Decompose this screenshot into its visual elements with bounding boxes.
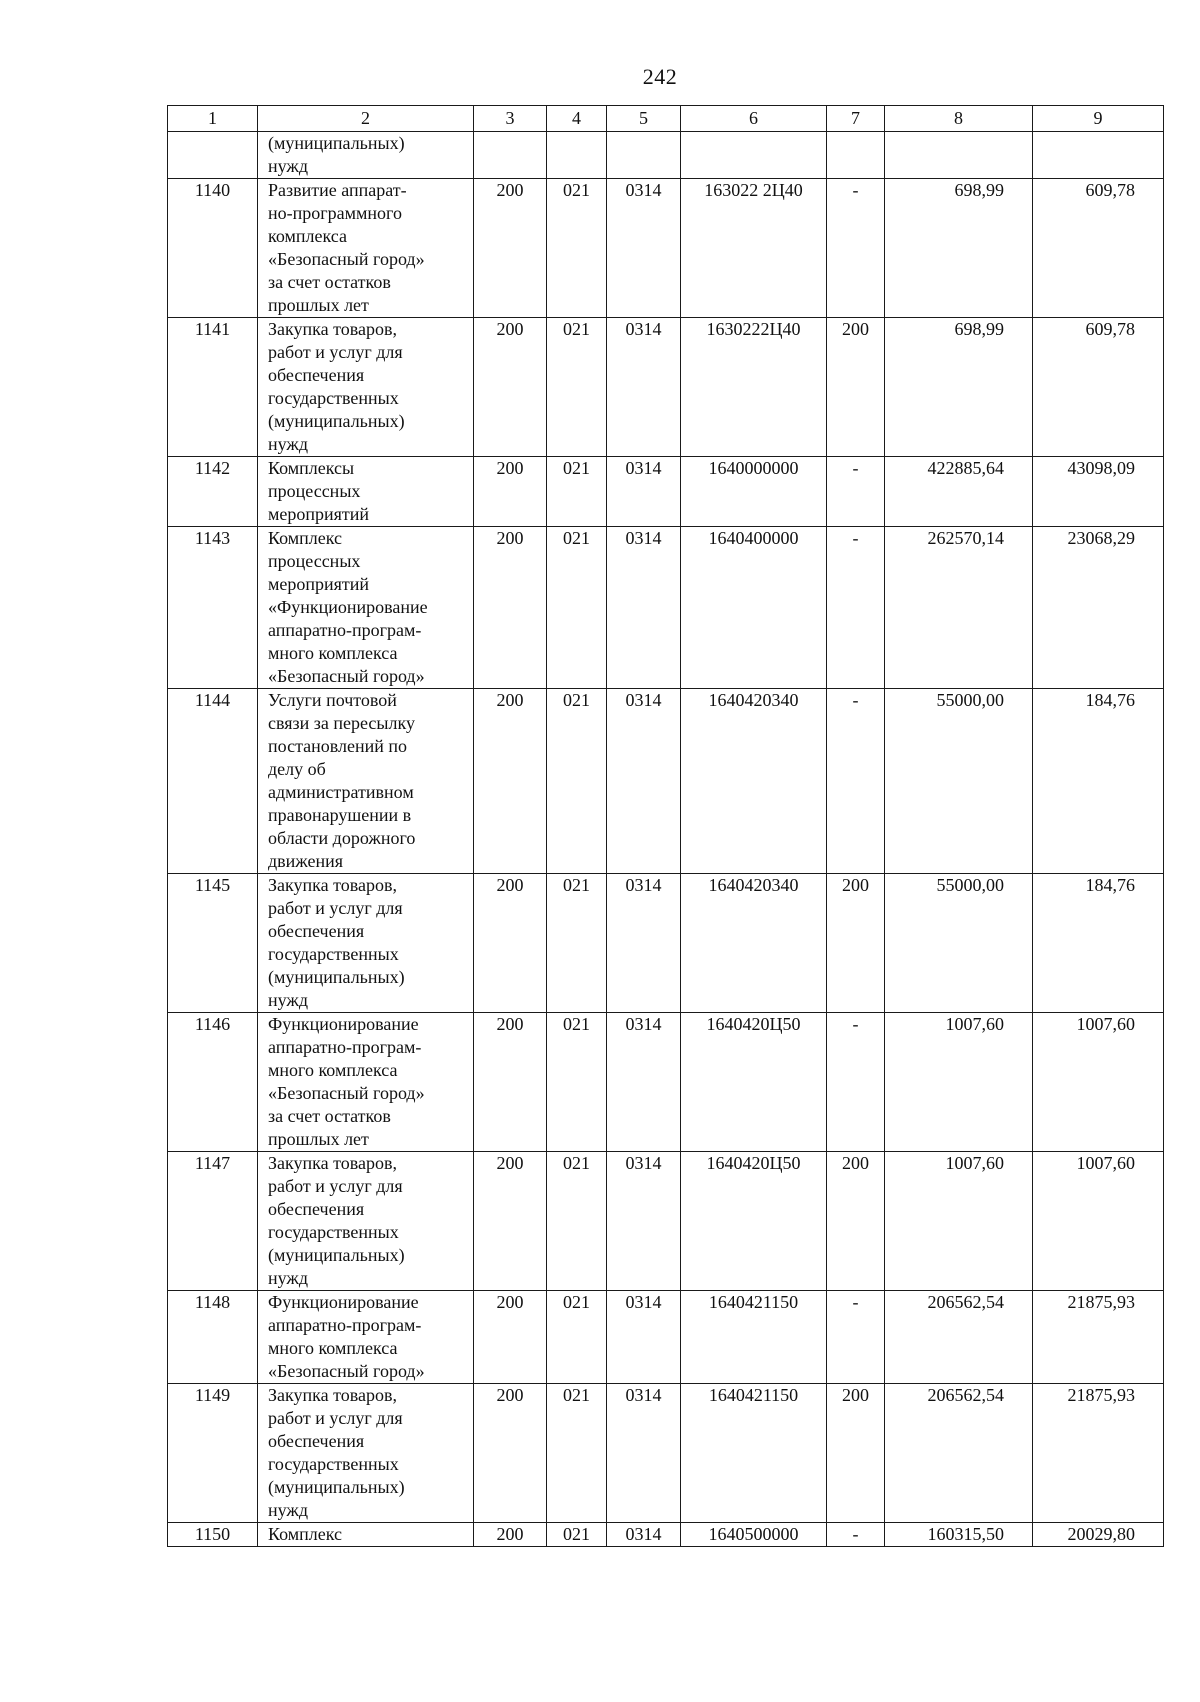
header-col-9: 9: [1033, 106, 1164, 132]
header-col-6: 6: [681, 106, 827, 132]
description-cell: Функционирование аппаратно-програм- много комплекса «Безопасный город» за счет остатков прошлых лет: [258, 1013, 474, 1152]
row-number-cell: 1147: [168, 1152, 258, 1291]
table-row: [168, 457, 1164, 527]
description-cell: Комплексы процессных мероприятий: [258, 457, 474, 527]
table-row: [168, 1384, 1164, 1523]
code-col-3-cell: [474, 132, 547, 179]
table-row: [168, 689, 1164, 874]
code-col-6-cell: 1640421150: [681, 1384, 827, 1523]
table-row: [168, 874, 1164, 1013]
row-number-cell: 1141: [168, 318, 258, 457]
amount-col-8-cell: 55000,00: [885, 874, 1033, 1013]
code-col-6-cell: 1640400000: [681, 527, 827, 689]
code-col-5-cell: 0314: [607, 689, 681, 874]
amount-col-9-cell: 184,76: [1033, 689, 1164, 874]
code-col-4-cell: 021: [547, 318, 607, 457]
budget-table: [167, 105, 1164, 1547]
amount-col-9-cell: 43098,09: [1033, 457, 1164, 527]
code-col-4-cell: 021: [547, 1523, 607, 1547]
page-number: 242: [642, 64, 678, 89]
row-number-cell: 1146: [168, 1013, 258, 1152]
table-header: [168, 106, 1164, 132]
amount-col-8-cell: [885, 132, 1033, 179]
header-col-1: 1: [168, 106, 258, 132]
header-col-8: 8: [885, 106, 1033, 132]
amount-col-9-cell: 21875,93: [1033, 1291, 1164, 1384]
code-col-5-cell: 0314: [607, 527, 681, 689]
code-col-4-cell: 021: [547, 179, 607, 318]
row-number-cell: 1145: [168, 874, 258, 1013]
row-number-cell: 1144: [168, 689, 258, 874]
code-col-5-cell: 0314: [607, 1013, 681, 1152]
code-col-6-cell: 1640420Ц50: [681, 1013, 827, 1152]
description-cell: Услуги почтовой связи за пересылку постановлений по делу об административном правонарушении в области дорожного движения: [258, 689, 474, 874]
code-col-6-cell: 1640420Ц50: [681, 1152, 827, 1291]
code-col-5-cell: 0314: [607, 179, 681, 318]
row-number-cell: 1149: [168, 1384, 258, 1523]
header-col-7: 7: [827, 106, 885, 132]
amount-col-9-cell: 1007,60: [1033, 1152, 1164, 1291]
code-col-4-cell: 021: [547, 1152, 607, 1291]
code-col-6-cell: 1640500000: [681, 1523, 827, 1547]
code-col-6-cell: 163022 2Ц40: [681, 179, 827, 318]
description-cell: Функционирование аппаратно-програм- много комплекса «Безопасный город»: [258, 1291, 474, 1384]
code-col-6-cell: 1640420340: [681, 689, 827, 874]
amount-col-8-cell: 160315,50: [885, 1523, 1033, 1547]
header-col-4: 4: [547, 106, 607, 132]
amount-col-8-cell: 698,99: [885, 179, 1033, 318]
code-col-4-cell: 021: [547, 1384, 607, 1523]
code-col-3-cell: 200: [474, 689, 547, 874]
code-col-6-cell: [681, 132, 827, 179]
table-row: [168, 179, 1164, 318]
code-col-7-cell: -: [827, 1013, 885, 1152]
code-col-7-cell: -: [827, 527, 885, 689]
amount-col-9-cell: [1033, 132, 1164, 179]
amount-col-8-cell: 206562,54: [885, 1384, 1033, 1523]
code-col-3-cell: 200: [474, 527, 547, 689]
table-row: [168, 527, 1164, 689]
code-col-7-cell: 200: [827, 318, 885, 457]
amount-col-8-cell: 1007,60: [885, 1013, 1033, 1152]
code-col-7-cell: [827, 132, 885, 179]
row-number-cell: 1142: [168, 457, 258, 527]
code-col-5-cell: 0314: [607, 874, 681, 1013]
code-col-7-cell: -: [827, 1291, 885, 1384]
description-cell: Закупка товаров, работ и услуг для обеспечения государственных (муниципальных) нужд: [258, 318, 474, 457]
amount-col-8-cell: 1007,60: [885, 1152, 1033, 1291]
description-cell: Комплекс процессных мероприятий «Функционирование аппаратно-програм- много комплекса «Безопасный город»: [258, 527, 474, 689]
code-col-7-cell: -: [827, 457, 885, 527]
code-col-5-cell: 0314: [607, 1291, 681, 1384]
code-col-6-cell: 1640421150: [681, 1291, 827, 1384]
code-col-7-cell: 200: [827, 1152, 885, 1291]
code-col-4-cell: 021: [547, 1291, 607, 1384]
code-col-6-cell: 1640420340: [681, 874, 827, 1013]
amount-col-9-cell: 1007,60: [1033, 1013, 1164, 1152]
header-col-3: 3: [474, 106, 547, 132]
code-col-4-cell: 021: [547, 527, 607, 689]
description-cell: Комплекс: [258, 1523, 474, 1547]
amount-col-8-cell: 262570,14: [885, 527, 1033, 689]
code-col-6-cell: 1630222Ц40: [681, 318, 827, 457]
header-col-5: 5: [607, 106, 681, 132]
header-row: [168, 106, 1164, 132]
code-col-3-cell: 200: [474, 874, 547, 1013]
code-col-3-cell: 200: [474, 457, 547, 527]
amount-col-9-cell: 609,78: [1033, 179, 1164, 318]
row-number-cell: 1148: [168, 1291, 258, 1384]
table-row: [168, 318, 1164, 457]
code-col-5-cell: 0314: [607, 1152, 681, 1291]
code-col-7-cell: -: [827, 689, 885, 874]
amount-col-9-cell: 609,78: [1033, 318, 1164, 457]
code-col-3-cell: 200: [474, 179, 547, 318]
amount-col-8-cell: 206562,54: [885, 1291, 1033, 1384]
code-col-7-cell: 200: [827, 1384, 885, 1523]
amount-col-9-cell: 23068,29: [1033, 527, 1164, 689]
table-body: [168, 132, 1164, 1547]
code-col-4-cell: 021: [547, 874, 607, 1013]
code-col-5-cell: 0314: [607, 1523, 681, 1547]
code-col-4-cell: [547, 132, 607, 179]
code-col-3-cell: 200: [474, 1384, 547, 1523]
table-row: [168, 132, 1164, 179]
description-cell: (муниципальных) нужд: [258, 132, 474, 179]
code-col-3-cell: 200: [474, 1523, 547, 1547]
row-number-cell: [168, 132, 258, 179]
code-col-6-cell: 1640000000: [681, 457, 827, 527]
code-col-7-cell: -: [827, 1523, 885, 1547]
row-number-cell: 1140: [168, 179, 258, 318]
description-cell: Закупка товаров, работ и услуг для обеспечения государственных (муниципальных) нужд: [258, 1384, 474, 1523]
code-col-5-cell: [607, 132, 681, 179]
amount-col-8-cell: 422885,64: [885, 457, 1033, 527]
table-row: [168, 1013, 1164, 1152]
code-col-7-cell: 200: [827, 874, 885, 1013]
description-cell: Закупка товаров, работ и услуг для обеспечения государственных (муниципальных) нужд: [258, 874, 474, 1013]
code-col-3-cell: 200: [474, 318, 547, 457]
description-cell: Развитие аппарат- но-программного комплекса «Безопасный город» за счет остатков прошлых лет: [258, 179, 474, 318]
row-number-cell: 1150: [168, 1523, 258, 1547]
amount-col-8-cell: 698,99: [885, 318, 1033, 457]
code-col-4-cell: 021: [547, 457, 607, 527]
code-col-3-cell: 200: [474, 1291, 547, 1384]
amount-col-8-cell: 55000,00: [885, 689, 1033, 874]
table-row: [168, 1523, 1164, 1547]
row-number-cell: 1143: [168, 527, 258, 689]
code-col-5-cell: 0314: [607, 318, 681, 457]
code-col-5-cell: 0314: [607, 1384, 681, 1523]
amount-col-9-cell: 21875,93: [1033, 1384, 1164, 1523]
code-col-7-cell: -: [827, 179, 885, 318]
description-cell: Закупка товаров, работ и услуг для обеспечения государственных (муниципальных) нужд: [258, 1152, 474, 1291]
header-col-2: 2: [258, 106, 474, 132]
table-row: [168, 1152, 1164, 1291]
table-row: [168, 1291, 1164, 1384]
code-col-4-cell: 021: [547, 1013, 607, 1152]
code-col-3-cell: 200: [474, 1152, 547, 1291]
code-col-4-cell: 021: [547, 689, 607, 874]
code-col-3-cell: 200: [474, 1013, 547, 1152]
code-col-5-cell: 0314: [607, 457, 681, 527]
amount-col-9-cell: 20029,80: [1033, 1523, 1164, 1547]
amount-col-9-cell: 184,76: [1033, 874, 1164, 1013]
